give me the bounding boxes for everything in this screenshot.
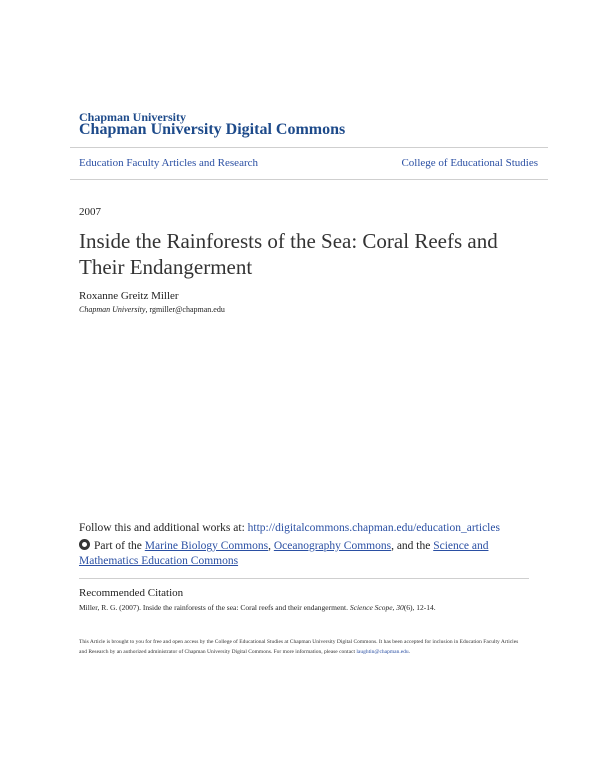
access-footnote: [79, 637, 524, 657]
nav-divider: [70, 179, 548, 180]
footnote-text: This Article is brought to you for free and open access by the College of Educational Studies at Chapman University Digital Commons. It has been accepted for inclusion in Education Faculty Articles and Research by an authorized administrator of Chapman University Digital Commons. For more information, please contact: [79, 639, 519, 655]
part-of-sep1: ,: [268, 540, 271, 552]
contact-email-link[interactable]: laughtin@chapman.edu: [356, 649, 409, 655]
citation-divider: [79, 578, 529, 579]
commons-icon: [79, 539, 90, 550]
affiliation-email: , rgmiller@chapman.edu: [145, 305, 225, 314]
citation-body: Miller, R. G. (2007). Inside the rainforests of the sea: Coral reefs and their endangerment.: [79, 603, 348, 612]
article-title: Inside the Rainforests of the Sea: Coral Reefs and Their Endangerment: [79, 229, 498, 279]
institution-small: Chapman University: [79, 110, 187, 124]
citation-text: [79, 603, 436, 612]
author-name: Roxanne Greitz Miller: [79, 290, 179, 302]
institution-title[interactable]: Chapman University Digital Commons: [79, 121, 346, 138]
top-divider: [70, 147, 548, 148]
science-math-education-commons-link[interactable]: Science and Mathematics Education Commons: [79, 540, 489, 567]
publication-year: 2007: [79, 206, 101, 218]
part-of-line: [79, 539, 509, 569]
follow-url-link[interactable]: http://digitalcommons.chapman.edu/education_articles: [247, 522, 500, 534]
citation-issue: (6), 12-14.: [403, 603, 436, 612]
affiliation-org: Chapman University: [79, 305, 146, 314]
part-of-sep2: , and the: [391, 540, 431, 552]
citation-journal: Science Scope, 30: [349, 603, 404, 612]
part-of-prefix: Part of the: [94, 540, 142, 552]
follow-label: Follow this and additional works at:: [79, 522, 245, 534]
follow-line: [79, 522, 500, 534]
author-affiliation: [79, 305, 225, 314]
marine-biology-commons-link[interactable]: Marine Biology Commons: [144, 540, 269, 552]
recommended-citation-heading: Recommended Citation: [79, 587, 184, 599]
oceanography-commons-link[interactable]: Oceanography Commons: [273, 540, 392, 552]
college-link[interactable]: College of Educational Studies: [401, 157, 538, 169]
collection-link[interactable]: Education Faculty Articles and Research: [79, 157, 258, 169]
footnote-end: .: [408, 649, 411, 655]
